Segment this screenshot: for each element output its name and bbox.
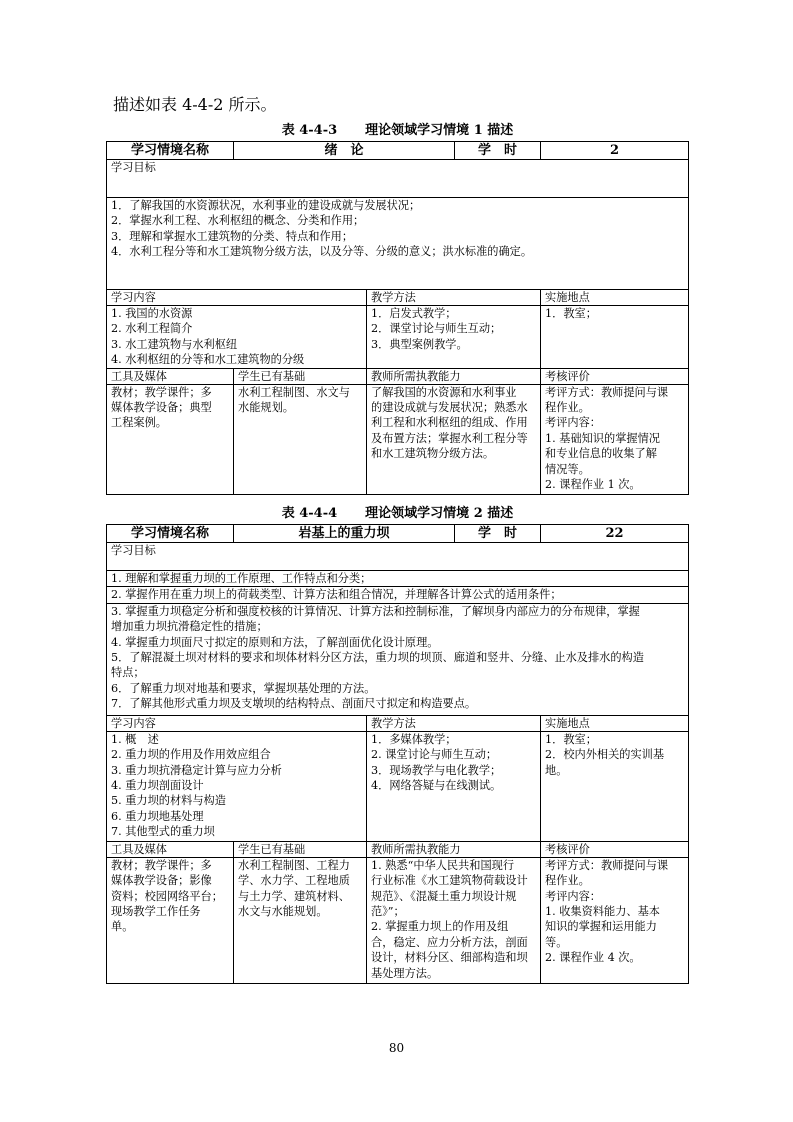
method-item: 4．网络答疑与在线测试。 bbox=[371, 779, 502, 793]
objectives-label: 学习目标 bbox=[107, 543, 689, 571]
content-item: 1. 概 述 bbox=[111, 732, 159, 746]
content-cell bbox=[107, 306, 367, 369]
assess-line: 考评方式：教师提问与课 bbox=[545, 858, 669, 872]
table-title: 理论领域学习情境 1 描述 bbox=[365, 123, 514, 138]
methods-cell bbox=[367, 731, 541, 841]
hours-label: 学 时 bbox=[455, 142, 541, 160]
locations-cell bbox=[541, 731, 689, 841]
content-row bbox=[107, 306, 689, 369]
hours-value: 22 bbox=[541, 525, 689, 543]
teacher-line: 范》”； bbox=[371, 905, 405, 919]
teacher-line: 和水工建筑物分级方法。 bbox=[371, 447, 495, 461]
method-item: 2．课堂讨论与师生互动； bbox=[371, 322, 502, 336]
basis-line: 水利工程制图、工程力 bbox=[238, 858, 350, 872]
content-item: 4. 水利枢纽的分等和水工建筑物的分级 bbox=[111, 353, 305, 367]
content-label: 学习内容 bbox=[107, 715, 367, 731]
teacher-cell bbox=[367, 384, 541, 494]
assess-line: 考评方式：教师提问与课 bbox=[545, 385, 669, 399]
header-row bbox=[107, 142, 689, 160]
tools-line: 媒体教学设备；影像 bbox=[111, 874, 212, 888]
assess-line: 2. 课程作业 1 次。 bbox=[545, 478, 641, 492]
tools-line: 教材；教学课件；多 bbox=[111, 385, 212, 399]
content-item: 4. 重力坝剖面设计 bbox=[111, 779, 204, 793]
learning-situation-table-2 bbox=[106, 524, 689, 984]
method-item: 3．典型案例教学。 bbox=[371, 337, 468, 351]
basis-cell bbox=[234, 384, 367, 494]
basis-line: 水利工程制图、水文与 bbox=[238, 385, 350, 399]
objectives-row bbox=[107, 198, 689, 290]
assess-line: 等。 bbox=[545, 935, 568, 949]
objective-item: 6．了解重力坝对地基和要求，掌握坝基处理的方法。 bbox=[111, 681, 376, 695]
location-item: 1．教室； bbox=[545, 732, 597, 746]
table-caption bbox=[106, 506, 689, 522]
objective-item: 3. 掌握重力坝稳定分析和强度校核的计算情况、计算方法和控制标准，了解坝身内部应力的分布规律，掌握 bbox=[111, 604, 640, 618]
assess-line: 考评内容： bbox=[545, 416, 601, 430]
teacher-line: 设计，材料分区、细部构造和坝 bbox=[371, 951, 528, 965]
tools-line: 教材；教学课件；多 bbox=[111, 858, 212, 872]
content-item: 2. 水利工程简介 bbox=[111, 322, 193, 336]
locations-cell bbox=[541, 306, 689, 369]
tools-line: 单。 bbox=[111, 920, 134, 934]
teacher-line: 行业标准《水工建筑物荷载设计 bbox=[371, 874, 528, 888]
details-row bbox=[107, 857, 689, 983]
method-label: 教学方法 bbox=[367, 290, 541, 306]
content-item: 7. 其他型式的重力坝 bbox=[111, 825, 215, 839]
tools-label: 工具及媒体 bbox=[107, 368, 234, 384]
objective-item: 3．理解和掌握水工建筑物的分类、特点和作用； bbox=[111, 229, 354, 243]
objective-item: 2. 掌握作用在重力坝上的荷载类型、计算方法和组合情况，并理解各计算公式的适用条件； bbox=[107, 587, 689, 603]
teacher-line: 的建设成就与发展状况；熟悉水 bbox=[371, 401, 528, 415]
section-labels-row bbox=[107, 290, 689, 306]
objective-item: 特点； bbox=[111, 666, 145, 680]
teacher-label: 教师所需执教能力 bbox=[367, 841, 541, 857]
tools-line: 资料；校园网络平台； bbox=[111, 889, 223, 903]
assess-line: 情况等。 bbox=[545, 462, 590, 476]
objective-item: 1. 理解和掌握重力坝的工作原理、工作特点和分类； bbox=[107, 571, 689, 587]
content-item: 1. 我国的水资源 bbox=[111, 307, 193, 320]
assess-label: 考核评价 bbox=[541, 368, 689, 384]
teacher-line: 及布置方法；掌握水利工程分等 bbox=[371, 431, 528, 445]
section-labels-row bbox=[107, 715, 689, 731]
basis-line: 水文与水能规划。 bbox=[238, 905, 328, 919]
content-item: 3. 水工建筑物与水利枢纽 bbox=[111, 337, 238, 351]
section-labels-row-2 bbox=[107, 841, 689, 857]
location-label: 实施地点 bbox=[541, 715, 689, 731]
situation-name-value: 绪 论 bbox=[234, 142, 455, 160]
basis-label: 学生已有基础 bbox=[234, 368, 367, 384]
details-row bbox=[107, 384, 689, 494]
objectives-row-a bbox=[107, 571, 689, 587]
assess-label: 考核评价 bbox=[541, 841, 689, 857]
tools-cell bbox=[107, 384, 234, 494]
teacher-line: 利工程和水利枢纽的组成、作用 bbox=[371, 416, 528, 430]
objectives-label-row bbox=[107, 160, 689, 198]
table-number: 表 4-4-3 bbox=[281, 123, 338, 138]
method-item: 2. 课堂讨论与师生互动； bbox=[371, 748, 498, 762]
section-labels-row-2 bbox=[107, 368, 689, 384]
method-label: 教学方法 bbox=[367, 715, 541, 731]
content-item: 6. 重力坝地基处理 bbox=[111, 809, 204, 823]
methods-cell bbox=[367, 306, 541, 369]
tools-label: 工具及媒体 bbox=[107, 841, 234, 857]
teacher-cell bbox=[367, 857, 541, 983]
location-label: 实施地点 bbox=[541, 290, 689, 306]
hours-label: 学 时 bbox=[455, 525, 541, 543]
teacher-line: 2. 掌握重力坝上的作用及组 bbox=[371, 920, 509, 934]
table-title: 理论领域学习情境 2 描述 bbox=[365, 506, 514, 521]
content-row bbox=[107, 731, 689, 841]
location-item: 2．校内外相关的实训基 bbox=[545, 748, 665, 762]
basis-cell bbox=[234, 857, 367, 983]
content-item: 3. 重力坝抗滑稳定计算与应力分析 bbox=[111, 763, 282, 777]
content-cell bbox=[107, 731, 367, 841]
table-caption bbox=[106, 123, 689, 139]
content-label: 学习内容 bbox=[107, 290, 367, 306]
assess-line: 知识的掌握和运用能力 bbox=[545, 920, 657, 934]
assess-cell bbox=[541, 857, 689, 983]
teacher-line: 合，稳定、应力分析方法，剖面 bbox=[371, 935, 528, 949]
intro-text: 描述如表 4-4-2 所示。 bbox=[113, 95, 277, 114]
teacher-line: 了解我国的水资源和水利事业 bbox=[371, 385, 517, 399]
objective-item: 4．水利工程分等和水工建筑物分级方法，以及分等、分级的意义；洪水标准的确定。 bbox=[111, 245, 533, 259]
table-number: 表 4-4-4 bbox=[281, 506, 338, 521]
basis-line: 与土力学、建筑材料、 bbox=[238, 889, 350, 903]
location-item: 1．教室； bbox=[545, 307, 597, 320]
method-item: 1．启发式教学； bbox=[371, 307, 457, 320]
method-item: 1．多媒体教学； bbox=[371, 732, 457, 746]
objective-item: 1．了解我国的水资源状况，水利事业的建设成就与发展状况； bbox=[111, 199, 421, 212]
method-item: 3．现场教学与电化教学； bbox=[371, 763, 502, 777]
learning-situation-table-1 bbox=[106, 141, 689, 495]
objectives-row-b bbox=[107, 587, 689, 603]
objectives-cell bbox=[107, 603, 689, 715]
objective-item: 5．了解混凝土坝对材料的要求和坝体材料分区方法，重力坝的坝顶、廊道和竖井、分缝、止水及排水的构造 bbox=[111, 651, 644, 665]
teacher-line: 规范》、《混凝土重力坝设计规 bbox=[371, 889, 517, 903]
objective-item: 4. 掌握重力坝面尺寸拟定的原则和方法，了解剖面优化设计原理。 bbox=[111, 635, 439, 649]
location-item: 地。 bbox=[545, 763, 568, 777]
assess-cell bbox=[541, 384, 689, 494]
teacher-line: 1. 熟悉“中华人民共和国现行 bbox=[371, 858, 515, 872]
content-item: 2. 重力坝的作用及作用效应组合 bbox=[111, 748, 271, 762]
objective-item: 7．了解其他形式重力坝及支墩坝的结构特点、剖面尺寸拟定和构造要点。 bbox=[111, 697, 477, 711]
hours-value: 2 bbox=[541, 142, 689, 160]
situation-name-label: 学习情境名称 bbox=[107, 142, 234, 160]
objective-item: 增加重力坝抗滑稳定性的措施； bbox=[111, 620, 268, 634]
basis-line: 水能规划。 bbox=[238, 401, 294, 415]
objective-item: 2．掌握水利工程、水利枢纽的概念、分类和作用； bbox=[111, 214, 365, 228]
content-item: 5. 重力坝的材料与构造 bbox=[111, 794, 226, 808]
objectives-label-row bbox=[107, 543, 689, 571]
basis-line: 学、水力学、工程地质 bbox=[238, 874, 350, 888]
basis-label: 学生已有基础 bbox=[234, 841, 367, 857]
assess-line: 和专业信息的收集了解 bbox=[545, 447, 657, 461]
assess-line: 1. 基础知识的掌握情况 bbox=[545, 431, 660, 445]
page-number: 80 bbox=[388, 1041, 405, 1055]
tools-cell bbox=[107, 857, 234, 983]
objectives-label: 学习目标 bbox=[107, 160, 689, 198]
assess-line: 程作业。 bbox=[545, 401, 590, 415]
situation-name-value: 岩基上的重力坝 bbox=[234, 525, 455, 543]
situation-name-label: 学习情境名称 bbox=[107, 525, 234, 543]
assess-line: 程作业。 bbox=[545, 874, 590, 888]
teacher-line: 基处理方法。 bbox=[371, 966, 439, 980]
teacher-label: 教师所需执教能力 bbox=[367, 368, 541, 384]
header-row bbox=[107, 525, 689, 543]
objectives-row-c bbox=[107, 603, 689, 715]
tools-line: 媒体教学设备；典型 bbox=[111, 401, 212, 415]
assess-line: 1. 收集资料能力、基本 bbox=[545, 905, 660, 919]
tools-line: 工程案例。 bbox=[111, 416, 167, 430]
objectives-cell bbox=[107, 198, 689, 290]
assess-line: 考评内容： bbox=[545, 889, 601, 903]
assess-line: 2. 课程作业 4 次。 bbox=[545, 951, 641, 965]
tools-line: 现场教学工作任务 bbox=[111, 905, 201, 919]
